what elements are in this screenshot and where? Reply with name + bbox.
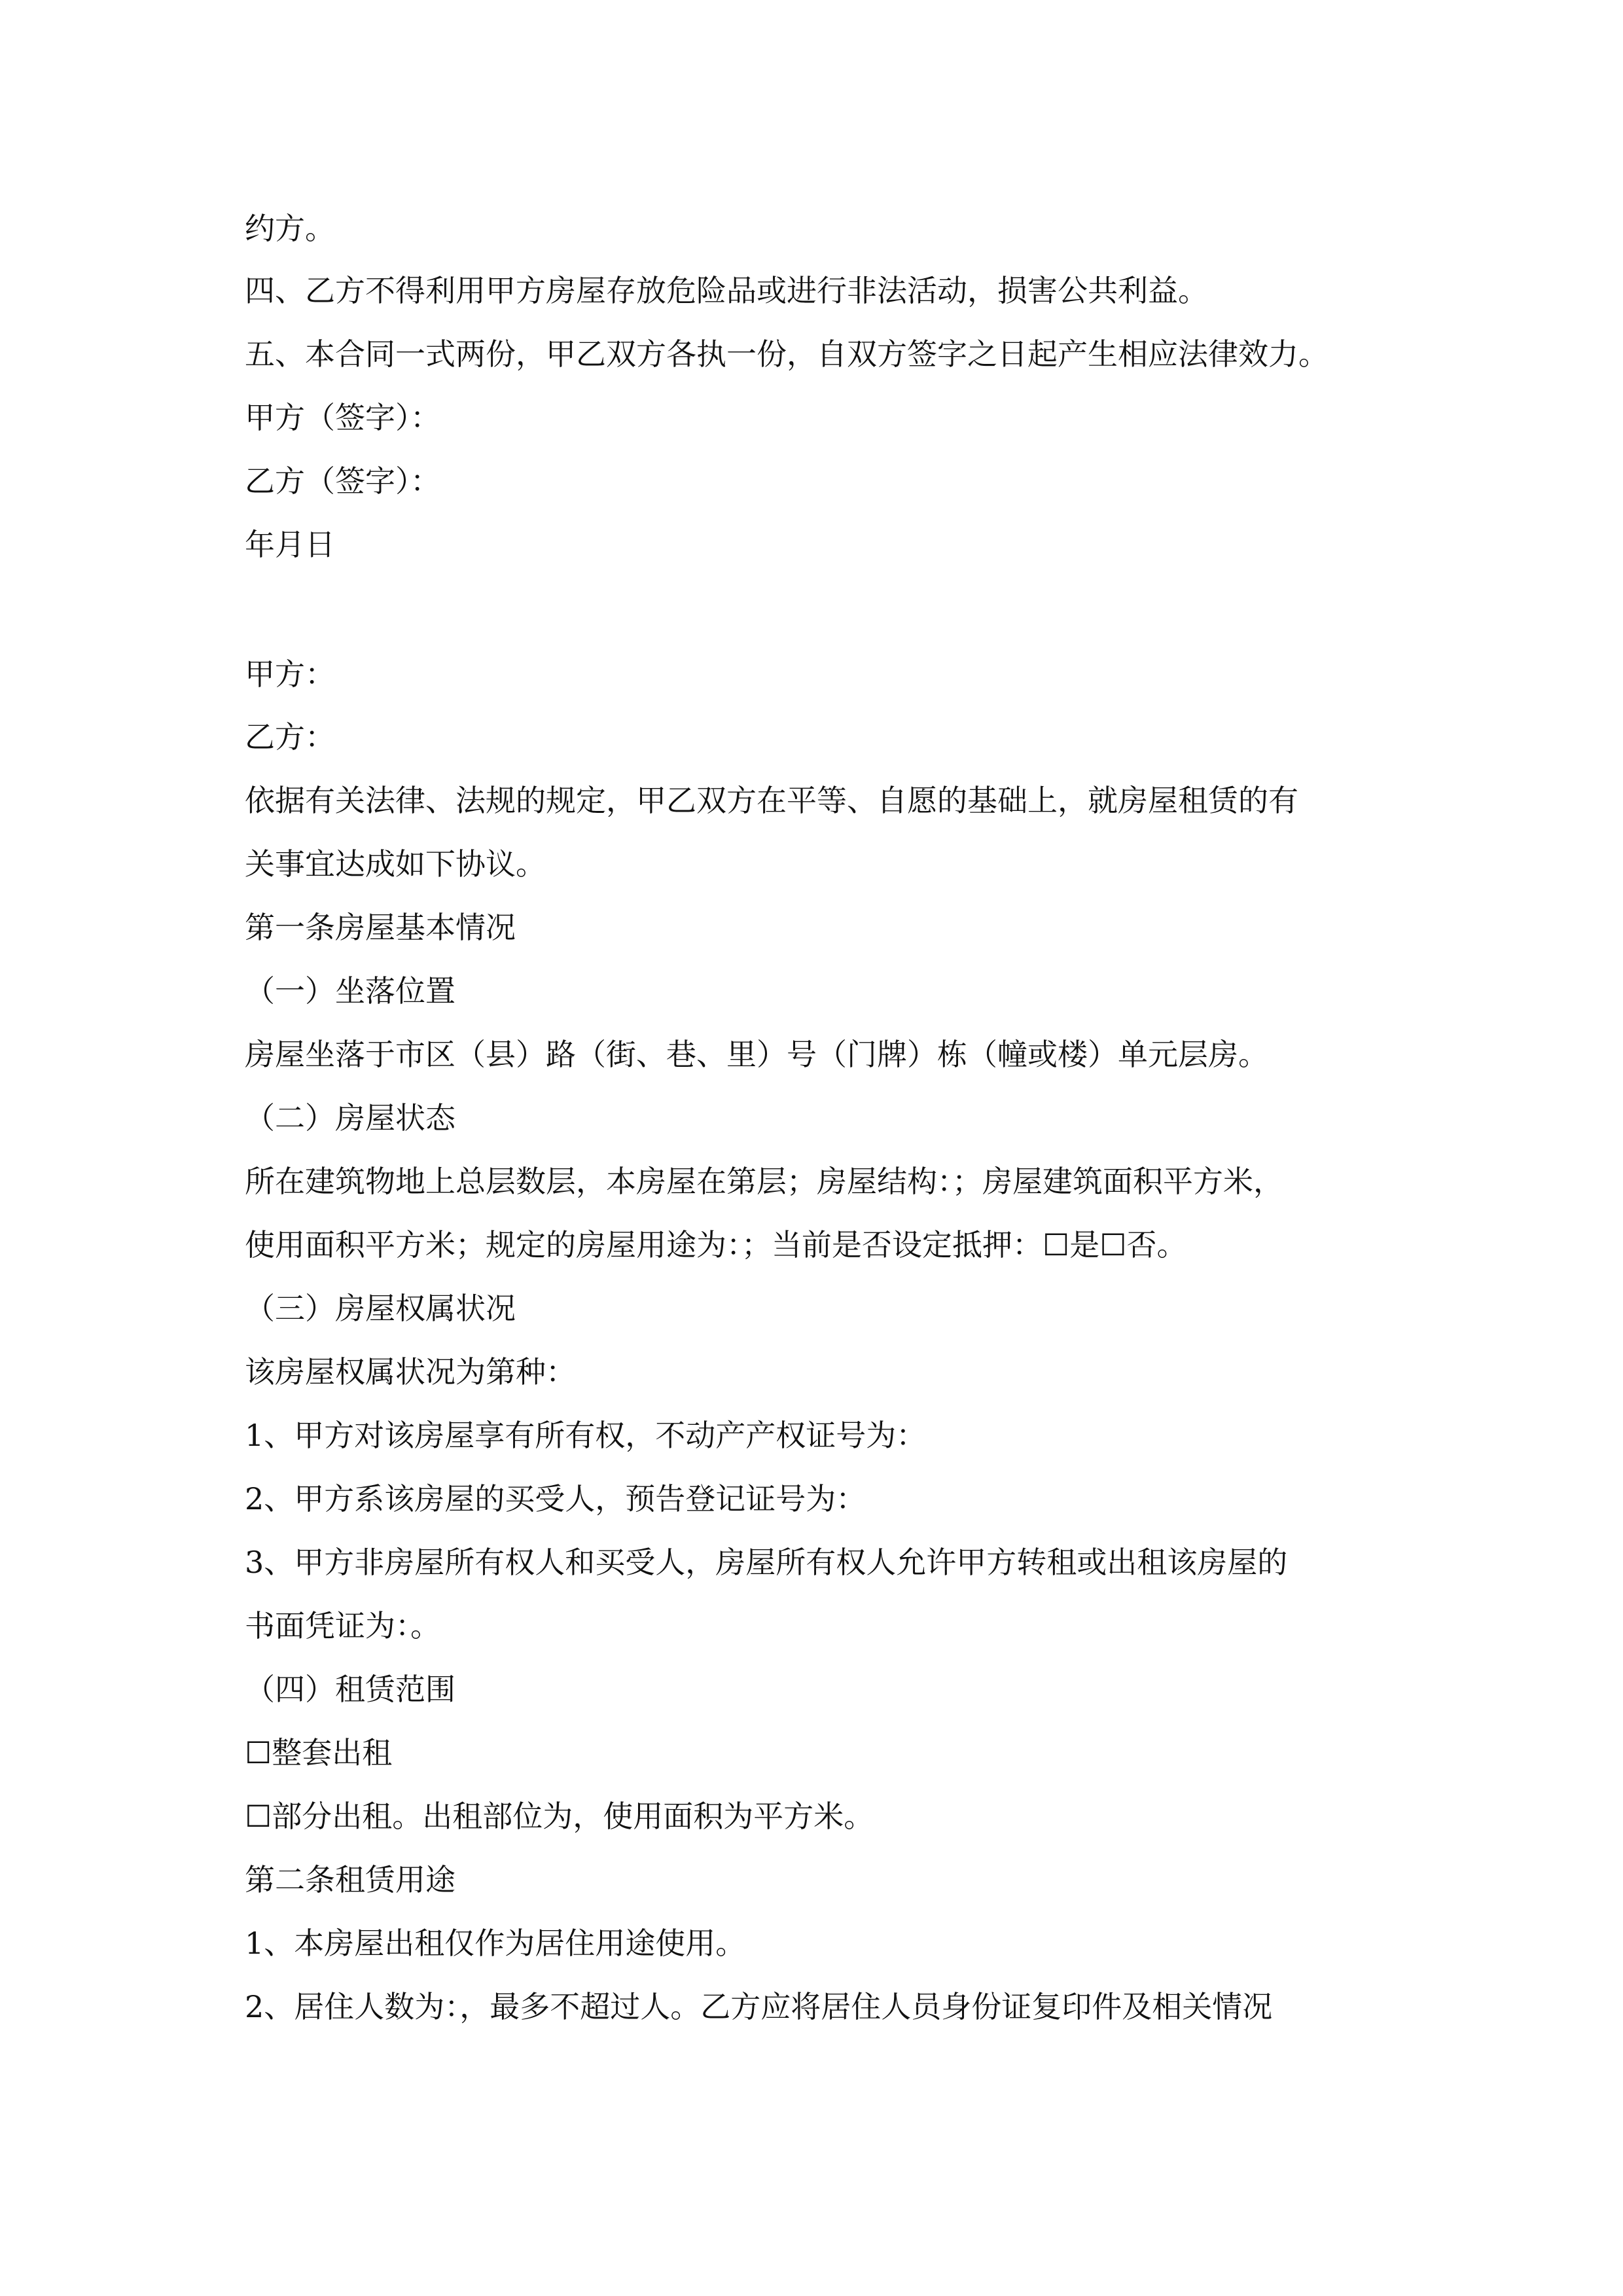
text-line: （一）坐落位置 xyxy=(245,973,455,1009)
text-line: 第二条租赁用途 xyxy=(245,1862,455,1897)
text-line: 使用面积平方米；规定的房屋用途为：；当前是否设定抵押：☐是☐否。 xyxy=(245,1227,1187,1263)
text-line: 1、甲方对该房屋享有所有权，不动产产权证号为： xyxy=(245,1418,927,1453)
text-line: 依据有关法律、法规的规定，甲乙双方在平等、自愿的基础上，就房屋租赁的有 xyxy=(245,783,1298,818)
text-line: 2、甲方系该房屋的买受人，预告登记证号为： xyxy=(245,1481,866,1516)
text-line: 2、居住人数为：，最多不超过人。乙方应将居住人员身份证复印件及相关情况 xyxy=(245,1989,1273,2024)
text-line: 关事宜达成如下协议。 xyxy=(245,846,546,882)
text-line: 乙方（签字）： xyxy=(245,463,440,499)
text-line: 甲方： xyxy=(245,656,335,692)
text-line: （三）房屋权属状况 xyxy=(245,1291,516,1326)
text-line: （二）房屋状态 xyxy=(245,1100,455,1136)
text-line: 该房屋权属状况为第种： xyxy=(245,1354,576,1390)
text-line: ☐整套出租 xyxy=(245,1735,393,1770)
text-line: ☐部分出租。出租部位为，使用面积为平方米。 xyxy=(245,1799,874,1834)
text-line: 甲方（签字）： xyxy=(245,400,440,435)
text-line: 四、乙方不得利用甲方房屋存放危险品或进行非法活动，损害公共利益。 xyxy=(245,273,1208,308)
text-line: 约方。 xyxy=(245,211,335,246)
text-line: 五、本合同一式两份，甲乙双方各执一份，自双方签字之日起产生相应法律效力。 xyxy=(245,336,1329,372)
text-line: （四）租赁范围 xyxy=(245,1672,455,1707)
text-line: 书面凭证为：。 xyxy=(245,1608,440,1643)
text-line: 第一条房屋基本情况 xyxy=(245,910,516,945)
text-line: 房屋坐落于市区（县）路（街、巷、里）号（门牌）栋（幢或楼）单元层房。 xyxy=(245,1037,1268,1072)
text-line: 1、本房屋出租仅作为居住用途使用。 xyxy=(245,1926,746,1961)
text-line: 乙方： xyxy=(245,719,335,755)
text-line: 3、甲方非房屋所有权人和买受人，房屋所有权人允许甲方转租或出租该房屋的 xyxy=(245,1545,1288,1580)
text-line: 所在建筑物地上总层数层，本房屋在第层；房屋结构：；房屋建筑面积平方米， xyxy=(245,1164,1283,1199)
text-line: 年月日 xyxy=(245,527,335,562)
